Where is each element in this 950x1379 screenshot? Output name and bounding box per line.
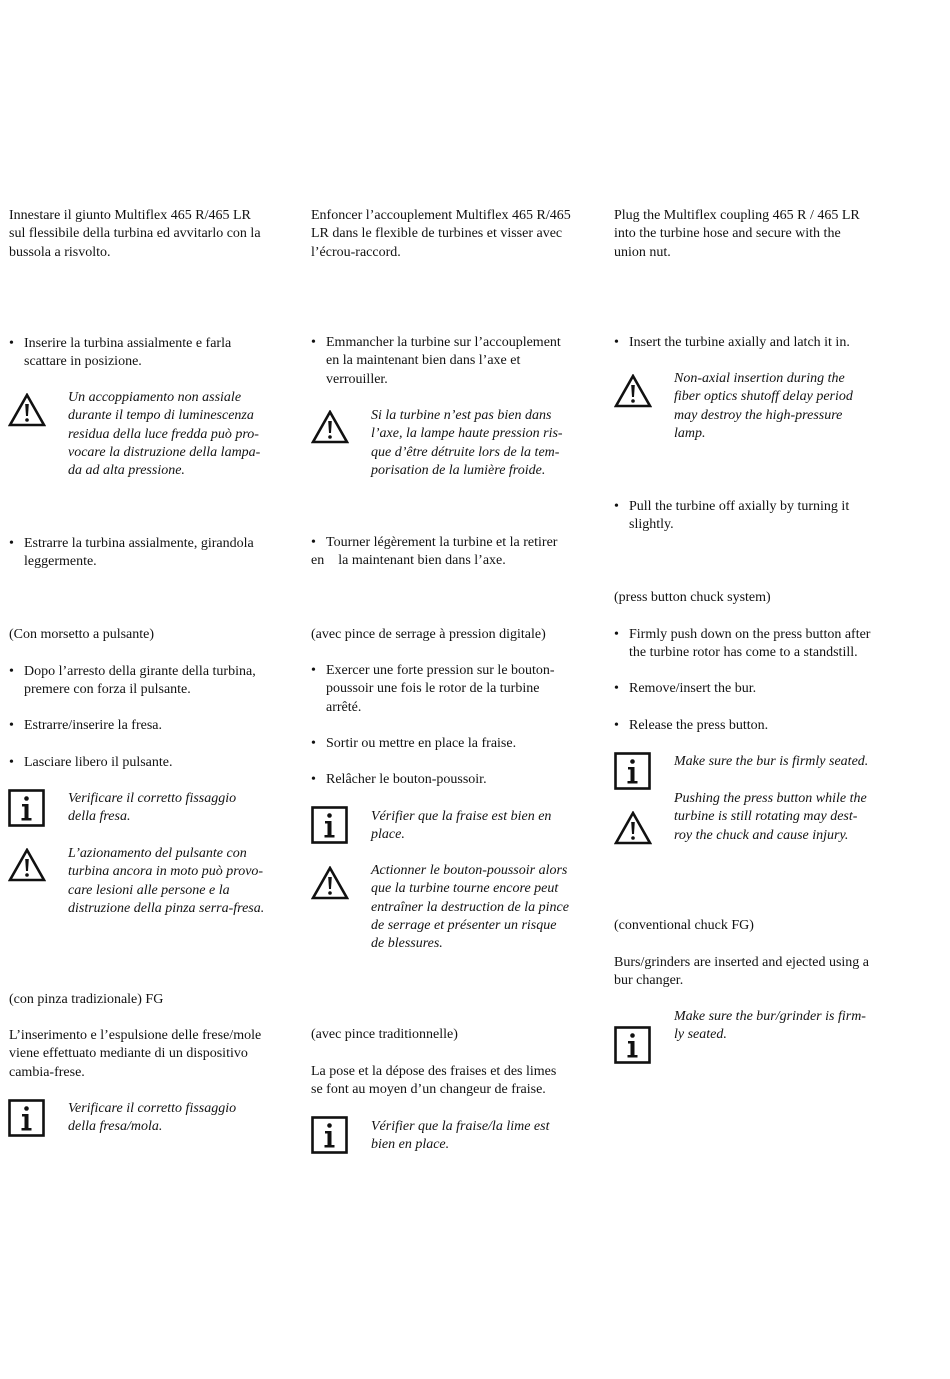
bullet-icon: • bbox=[311, 663, 316, 678]
fr-warning1-line3: que d’être détruite lors de la tem- bbox=[371, 444, 560, 460]
fr-warning2-line1: Actionner le bouton-poussoir alors bbox=[371, 863, 568, 878]
info-box-icon bbox=[8, 789, 45, 827]
fr-bullet-press-line1: Exercer une forte pression sur le bouton- bbox=[326, 663, 555, 678]
en-paragraph-coupling-line3: union nut. bbox=[614, 244, 671, 260]
bullet-icon: • bbox=[9, 336, 14, 351]
it-paragraph-coupling-line3: bussola a risvolto. bbox=[9, 244, 111, 260]
bullet-icon: • bbox=[311, 335, 316, 350]
info-box-icon bbox=[614, 752, 651, 790]
bullet-icon: • bbox=[9, 718, 14, 733]
info-box-icon bbox=[311, 806, 348, 844]
it-bullet-press-line2: premere con forza il pulsante. bbox=[24, 682, 191, 698]
it-bullet-remove-line1: Estrarre la turbina assialmente, girandola bbox=[24, 536, 254, 551]
bullet-icon: • bbox=[9, 536, 14, 551]
en-paragraph-changer-line1: Burs/grinders are inserted and ejected using a bbox=[614, 955, 870, 970]
info-box-icon bbox=[8, 1099, 45, 1137]
en-warning2-line2: turbine is still rotating may dest- bbox=[674, 809, 858, 825]
it-heading-conventional: (con pinza tradizionale) FG bbox=[9, 992, 164, 1007]
en-info1: Make sure the bur is firmly seated. bbox=[674, 754, 869, 769]
warning-triangle-icon bbox=[614, 374, 652, 408]
it-warning1-line2: durante il tempo di luminescenza bbox=[68, 408, 254, 424]
fr-paragraph-coupling-line3: l’écrou-raccord. bbox=[311, 244, 401, 260]
fr-info2-line1: Vérifier que la fraise/la lime est bbox=[371, 1119, 550, 1134]
it-warning1-line1: Un accoppiamento non assiale bbox=[68, 390, 242, 405]
fr-info2-line2: bien en place. bbox=[371, 1137, 450, 1153]
fr-info1-line1: Vérifier que la fraise est bien en bbox=[371, 809, 552, 824]
fr-warning1-line2: l’axe, la lampe haute pression ris- bbox=[371, 426, 563, 442]
warning-triangle-icon bbox=[8, 848, 46, 882]
bullet-icon: • bbox=[311, 772, 316, 787]
en-heading-press-button: (press button chuck system) bbox=[614, 590, 771, 605]
fr-bullet-insert-line3: verrouiller. bbox=[326, 371, 388, 387]
fr-warning2-line5: de blessures. bbox=[371, 936, 443, 952]
en-bullet-remove-line1: Pull the turbine off axially by turning it bbox=[629, 499, 850, 514]
en-warning1-line2: fiber optics shutoff delay period bbox=[674, 389, 853, 405]
warning-triangle-icon bbox=[311, 410, 349, 444]
en-warning2-line3: roy the chuck and cause injury. bbox=[674, 827, 849, 843]
bullet-icon: • bbox=[614, 718, 619, 733]
warning-triangle-icon bbox=[8, 393, 46, 427]
it-warning2-line1: L’azionamento del pulsante con bbox=[68, 846, 247, 861]
fr-bullet-remove-line1: Tourner légèrement la turbine et la retirer bbox=[326, 535, 558, 550]
it-bullet-insert-line1: Inserire la turbina assialmente e farla bbox=[24, 336, 232, 351]
bullet-icon: • bbox=[614, 335, 619, 350]
en-paragraph-coupling-line2: into the turbine hose and secure with the bbox=[614, 226, 841, 242]
fr-warning1-line4: porisation de la lumière froide. bbox=[371, 462, 546, 478]
it-warning1-line5: da ad alta pressione. bbox=[68, 463, 185, 479]
warning-triangle-icon bbox=[311, 866, 349, 900]
fr-warning2-line4: de serrage et présenter un risque bbox=[371, 917, 557, 933]
fr-warning2-line3: entraîner la destruction de la pince bbox=[371, 899, 569, 915]
it-info1-line2: della fresa. bbox=[68, 809, 131, 825]
it-info2-line2: della fresa/mola. bbox=[68, 1119, 163, 1135]
fr-bullet-remove-line2: en la maintenant bien dans l’axe. bbox=[311, 553, 506, 569]
it-paragraph-changer-line3: cambia-frese. bbox=[9, 1064, 85, 1080]
fr-bullet-release: Relâcher le bouton-poussoir. bbox=[326, 772, 487, 787]
en-bullet-insert: Insert the turbine axially and latch it in. bbox=[629, 335, 850, 350]
en-bullet-bur: Remove/insert the bur. bbox=[629, 681, 757, 696]
it-bullet-release: Lasciare libero il pulsante. bbox=[24, 755, 173, 770]
it-bullet-remove-line2: leggermente. bbox=[24, 554, 97, 570]
fr-paragraph-changer-line1: La pose et la dépose des fraises et des limes bbox=[311, 1064, 557, 1079]
en-bullet-release: Release the press button. bbox=[629, 718, 769, 733]
fr-info1-line2: place. bbox=[371, 827, 405, 843]
it-paragraph-coupling-line2: sul flessibile della turbina ed avvitarlo con la bbox=[9, 226, 261, 242]
it-paragraph-changer-line2: viene effettuato mediante di un dispositivo bbox=[9, 1046, 248, 1062]
it-bullet-insert-line2: scattare in posizione. bbox=[24, 354, 142, 370]
it-info2-line1: Verificare il corretto fissaggio bbox=[68, 1101, 237, 1116]
bullet-icon: • bbox=[614, 681, 619, 696]
bullet-icon: • bbox=[614, 499, 619, 514]
fr-bullet-bur: Sortir ou mettre en place la fraise. bbox=[326, 736, 517, 751]
it-paragraph-changer-line1: L’inserimento e l’espulsione delle frese/mole bbox=[9, 1028, 262, 1043]
fr-bullet-press-line2: poussoir une fois le rotor de la turbine bbox=[326, 681, 540, 697]
en-info2-line2: ly seated. bbox=[674, 1027, 727, 1043]
it-warning2-line4: distruzione della pinza serra-fresa. bbox=[68, 900, 265, 916]
bullet-icon: • bbox=[9, 755, 14, 770]
fr-heading-conventional: (avec pince traditionnelle) bbox=[311, 1027, 458, 1042]
it-heading-press-button: (Con morsetto a pulsante) bbox=[9, 627, 155, 642]
it-bullet-press-line1: Dopo l’arresto della girante della turbina, bbox=[24, 664, 256, 679]
it-paragraph-coupling-line1: Innestare il giunto Multiflex 465 R/465 LR bbox=[9, 208, 251, 223]
en-warning1-line1: Non-axial insertion during the bbox=[674, 371, 845, 386]
warning-triangle-icon bbox=[614, 811, 652, 845]
bullet-icon: • bbox=[311, 736, 316, 751]
fr-warning2-line2: que la turbine tourne encore peut bbox=[371, 881, 559, 897]
en-paragraph-coupling-line1: Plug the Multiflex coupling 465 R / 465 LR bbox=[614, 208, 860, 223]
it-bullet-bur: Estrarre/inserire la fresa. bbox=[24, 718, 162, 733]
en-info2-line1: Make sure the bur/grinder is firm- bbox=[674, 1009, 866, 1024]
fr-bullet-insert-line2: en la maintenant bien dans l’axe et bbox=[326, 353, 521, 369]
it-warning1-line4: vocare la distruzione della lampa- bbox=[68, 444, 261, 460]
fr-paragraph-changer-line2: se font au moyen d’un changeur de fraise. bbox=[311, 1082, 546, 1098]
fr-heading-press-button: (avec pince de serrage à pression digitale) bbox=[311, 627, 546, 642]
fr-bullet-press-line3: arrêté. bbox=[326, 699, 362, 715]
it-warning2-line2: turbina ancora in moto può provo- bbox=[68, 864, 264, 880]
en-bullet-press-line1: Firmly push down on the press button after bbox=[629, 627, 871, 642]
en-warning1-line4: lamp. bbox=[674, 425, 706, 441]
bullet-icon: • bbox=[9, 664, 14, 679]
it-warning2-line3: care lesioni alle persone e la bbox=[68, 882, 230, 898]
en-bullet-press-line2: the turbine rotor has come to a standstill. bbox=[629, 645, 858, 661]
info-box-icon bbox=[311, 1116, 348, 1154]
fr-paragraph-coupling-line2: LR dans le flexible de turbines et visser avec bbox=[311, 226, 563, 242]
fr-warning1-line1: Si la turbine n’est pas bien dans bbox=[371, 408, 552, 423]
it-warning1-line3: residua della luce fredda può pro- bbox=[68, 426, 259, 442]
bullet-icon: • bbox=[311, 535, 316, 550]
bullet-icon: • bbox=[614, 627, 619, 642]
en-paragraph-changer-line2: bur changer. bbox=[614, 973, 684, 989]
it-info1-line1: Verificare il corretto fissaggio bbox=[68, 791, 237, 806]
fr-bullet-insert-line1: Emmancher la turbine sur l’accouplement bbox=[326, 335, 561, 350]
en-heading-conventional: (conventional chuck FG) bbox=[614, 918, 754, 933]
en-bullet-remove-line2: slightly. bbox=[629, 517, 674, 533]
en-warning2-line1: Pushing the press button while the bbox=[674, 791, 867, 806]
fr-paragraph-coupling-line1: Enfoncer l’accouplement Multiflex 465 R/465 bbox=[311, 208, 571, 223]
info-box-icon bbox=[614, 1026, 651, 1064]
en-warning1-line3: may destroy the high-pressure bbox=[674, 407, 843, 423]
